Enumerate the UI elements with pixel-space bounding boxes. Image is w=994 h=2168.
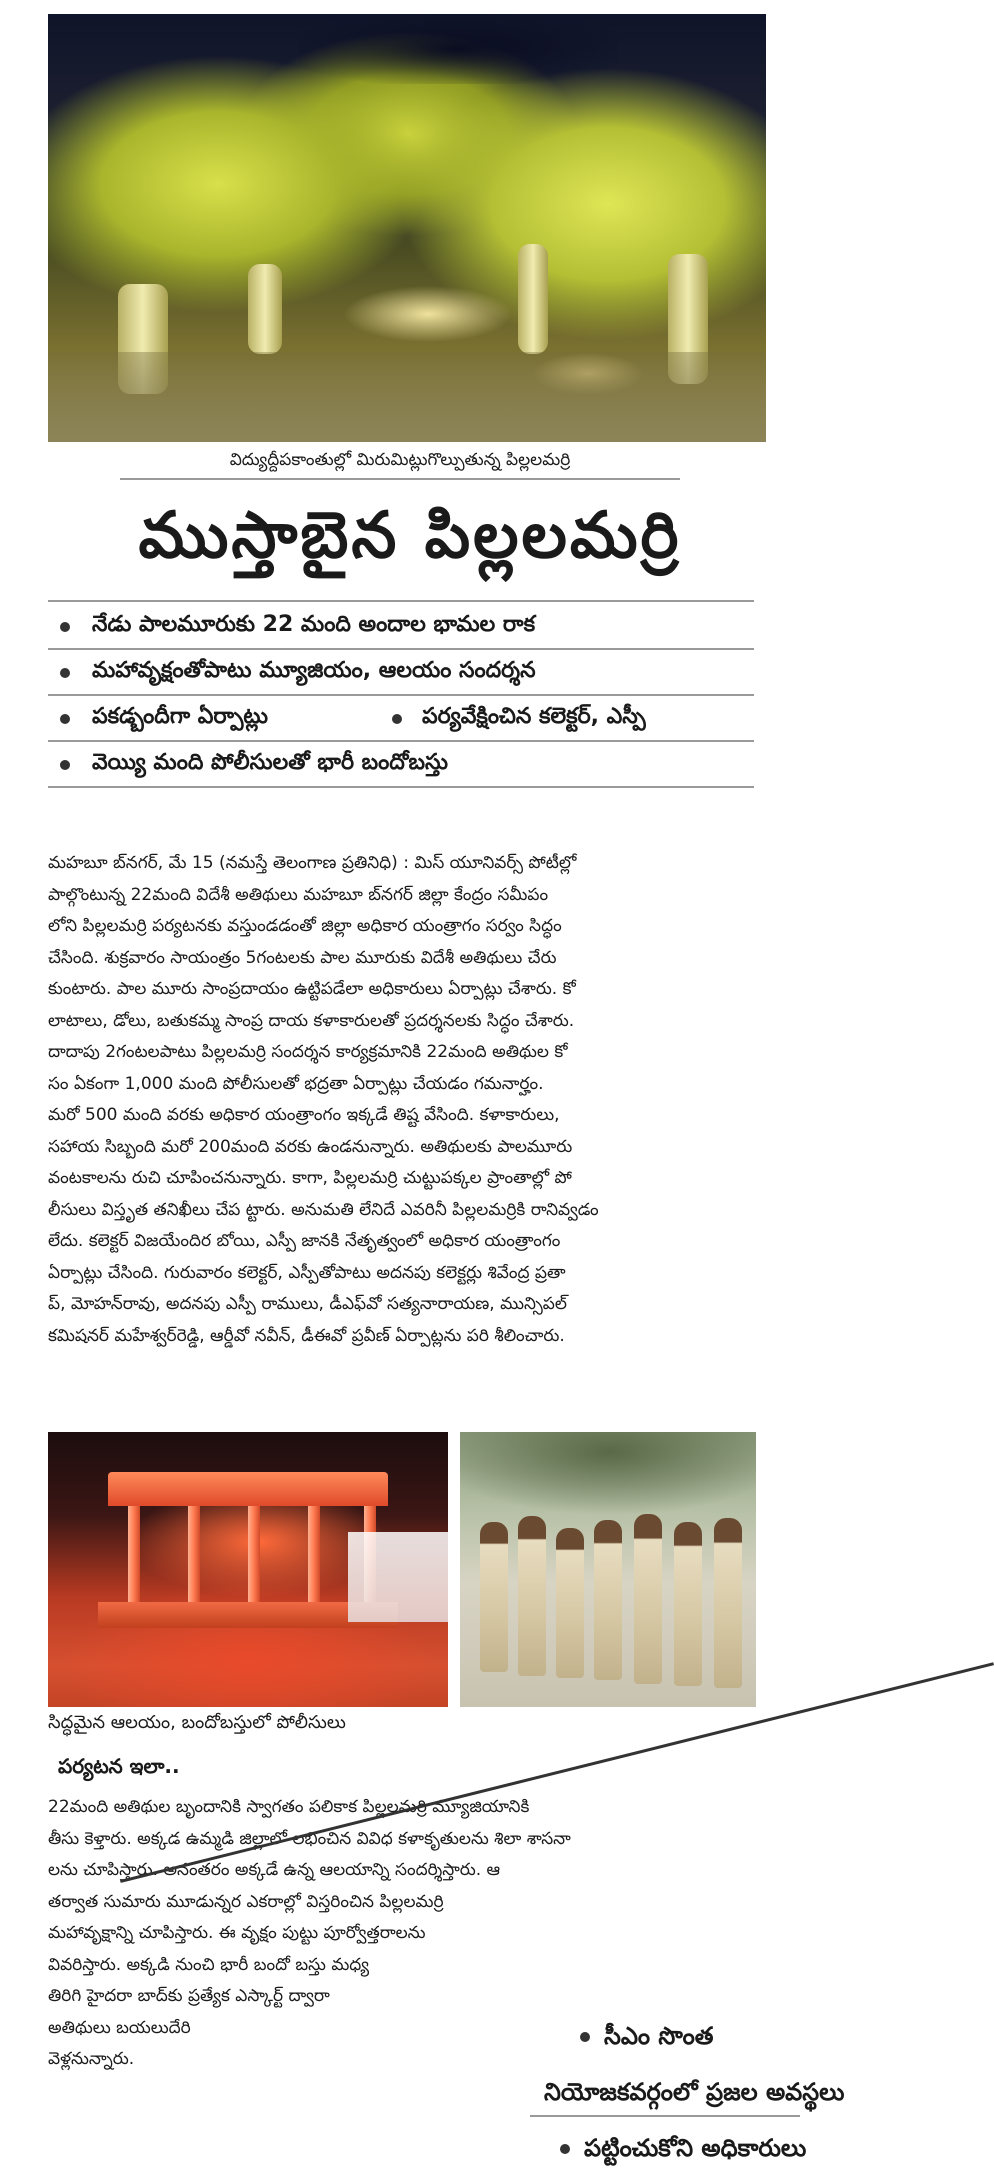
divider [120, 478, 680, 480]
divider [48, 648, 754, 650]
police-officer [556, 1528, 584, 1678]
article-line: పాల్గొంటున్న 22మంది విదేశీ అతిథులు మహబూ బ్‌నగర్ జిల్లా కేంద్రం సమీపం [48, 884, 549, 905]
bullet-dot [60, 622, 70, 632]
tree-trunk [518, 244, 548, 354]
section-line: తీసు కెళ్తారు. అక్కడ ఉమ్మడి జిల్లాలో లభించిన వివిధ కళాకృతులను శిలా శాసనా [48, 1828, 571, 1849]
temple-pillar [308, 1506, 320, 1606]
article-line: లోని పిల్లలమర్రి పర్యటనకు వస్తుండడంతో జిల్లా అధికార యంత్రాగం సర్వం సిద్ధం [48, 916, 562, 936]
article-line: మరో 500 మంది వరకు అధికార యంత్రాంగం ఇక్కడే తిష్ట వేసింది. కళాకారులు, [48, 1105, 560, 1125]
photo-caption-top: విద్యుద్దీపకాంతుల్లో మిరుమిట్లుగొల్పుతున్న పిల్లలమర్రి [229, 450, 571, 470]
temple-pillar [128, 1506, 140, 1606]
sidebar-bullet-text: పట్టించుకోని అధికారులు [584, 2134, 807, 2162]
bullet-text: నేడు పాలమూరుకు 22 మంది అందాల భామల రాక [92, 612, 536, 637]
article-line: సహాయ సిబ్బంది మరో 200మంది వరకు ఉండనున్నారు. అతిథులకు పాలమూరు [48, 1136, 573, 1157]
section-line: వివరిస్తారు. అక్కడి నుంచి భారీ బందో బస్తు మధ్య [48, 1954, 369, 1975]
temple-wall [348, 1532, 448, 1622]
article-line: వంటకాలను రుచి చూపించనున్నారు. కాగా, పిల్లలమర్రి చుట్టుపక్కల ప్రాంతాల్లో పో [48, 1168, 572, 1188]
bullet-text: పకడ్బందీగా ఏర్పాట్లు [92, 704, 268, 729]
ground-path [48, 352, 766, 442]
sidebar-bullet-text: సీఎం సొంత [604, 2022, 714, 2050]
divider [48, 740, 754, 742]
section-line: వెళ్లనున్నారు. [48, 2049, 135, 2069]
bullet-text: వెయ్యి మంది పోలీసులతో భారీ బందోబస్తు [92, 750, 448, 775]
bullet-text: మహావృక్షంతోపాటు మ్యూజియం, ఆలయం సందర్శన [92, 658, 536, 683]
bullet-dot [392, 714, 402, 724]
police-officer [480, 1522, 508, 1672]
article-body [48, 848, 756, 1352]
night-sky [298, 14, 618, 84]
police-officer [714, 1518, 742, 1688]
temple-roof [108, 1472, 388, 1506]
photo-caption-mid: సిద్ధమైన ఆలయం, బందోబస్తులో పోలీసులు [48, 1712, 346, 1733]
photo-police-marching [460, 1432, 756, 1707]
bullet-dot [60, 760, 70, 770]
police-officer [634, 1514, 662, 1684]
article-line: సం ఏకంగా 1,000 మంది పోలీసులతో భద్రతా ఏర్పాట్లు చేయడం గమనార్హం. [48, 1073, 544, 1094]
section-line: తర్వాత సుమారు మూడున్నర ఎకరాల్లో విస్తరించిన పిల్లలమర్రి [48, 1891, 444, 1912]
article-line: లీసులు విస్తృత తనిఖీలు చేప ట్టారు. అనుమతి లేనిదే ఎవరినీ పిల్లలమర్రికి రానివ్వడం [48, 1199, 599, 1220]
sidebar-bullet [560, 2134, 806, 2168]
article-line: మహబూ బ్‌నగర్, మే 15 (నమస్తే తెలంగాణ ప్రతినిధి) : మిస్ యూనివర్స్ పోటీల్లో [48, 853, 577, 873]
article-line: లాటాలు, డోలు, బతుకమ్మ సాంప్ర దాయ కళాకారులతో ప్రదర్శనలకు సిద్ధం చేశారు. [48, 1010, 575, 1031]
article-line: లేదు. కలెక్టర్ విజయేందిర బోయి, ఎస్పీ జానకి నేతృత్వంలో అధికార యంత్రాంగం [48, 1231, 561, 1251]
article-line: కమిషనర్ మహేశ్వర్‌రెడ్డి, ఆర్డీవో నవీన్, డీఈవో ప్రవీణ్ ఏర్పాట్లను పరి శీలించారు. [48, 1325, 565, 1346]
police-officer [518, 1516, 546, 1676]
section-line: మహావృక్షాన్ని చూపిస్తారు. ఈ వృక్షం పుట్టు పూర్వోత్తరాలను [48, 1923, 426, 1943]
police-officer [674, 1522, 702, 1686]
bullet-dot [60, 668, 70, 678]
article-line: చేసింది. శుక్రవారం సాయంత్రం 5గంటలకు పాల మూరుకు విదేశీ అతిథులు చేరు [48, 947, 557, 968]
divider [530, 2115, 800, 2117]
photo-illuminated-temple [48, 1432, 448, 1707]
bullet-dot [560, 2144, 570, 2154]
sidebar-bullet-text: నియోజకవర్గంలో ప్రజల అవస్థలు [544, 2078, 845, 2106]
bullet-row [48, 652, 754, 696]
bullet-row [48, 744, 754, 788]
article-line: దాదాపు 2గంటలపాటు పిల్లలమర్రి సందర్శన కార్యక్రమానికి 22మంది అతిథుల కో [48, 1042, 568, 1062]
bullet-row [48, 698, 754, 742]
article-line: ఏర్పాట్లు చేసింది. గురువారం కలెక్టర్, ఎస్పీతోపాటు అదనపు కలెక్టర్లు శివేంద్ర ప్రతా [48, 1262, 566, 1283]
bullet-text: పర్యవేక్షించిన కలెక్టర్, ఎస్పీ [422, 704, 646, 729]
divider [48, 694, 754, 696]
section-line: లను చూపిస్తారు. అనంతరం అక్కడే ఉన్న ఆలయాన్ని సందర్శిస్తారు. ఆ [48, 1860, 501, 1880]
temple-pillar [248, 1506, 260, 1606]
tree-canopy [460, 1432, 756, 1522]
article-line: కుంటారు. పాల మూరు సాంప్రదాయం ఉట్టిపడేలా అధికారులు ఏర్పాట్లు చేశారు. కో [48, 979, 576, 999]
bullet-dot [580, 2032, 590, 2042]
headline: ముస్తాబైన పిల్లలమర్రి [138, 498, 682, 573]
divider [48, 600, 754, 602]
sidebar-bullet [580, 2022, 713, 2056]
police-officer [594, 1520, 622, 1680]
section-line: తిరిగి హైదరా బాద్‌కు ప్రత్యేక ఎస్కార్ట్ ద్వారా [48, 1986, 330, 2006]
divider [48, 786, 754, 788]
section-line: 22మంది అతిథుల బృందానికి స్వాగతం పలికాక పిల్లలమర్రి మ్యూజియానికి [48, 1797, 530, 1817]
bullet-dot [60, 714, 70, 724]
article-line: ప్, మోహన్‌రావు, అదనపు ఎస్పీ రాములు, డీఎఫ్‌వో సత్యనారాయణ, మున్సిపల్ [48, 1294, 567, 1314]
bullet-row [48, 606, 754, 650]
tree-trunk [248, 264, 282, 354]
temple-pillar [188, 1506, 200, 1606]
photo-illuminated-banyan-tree [48, 14, 766, 442]
section-subheading: పర్యటన ఇలా.. [58, 1754, 180, 1778]
section-line: అతిథులు బయలుదేరి [48, 2017, 191, 2038]
